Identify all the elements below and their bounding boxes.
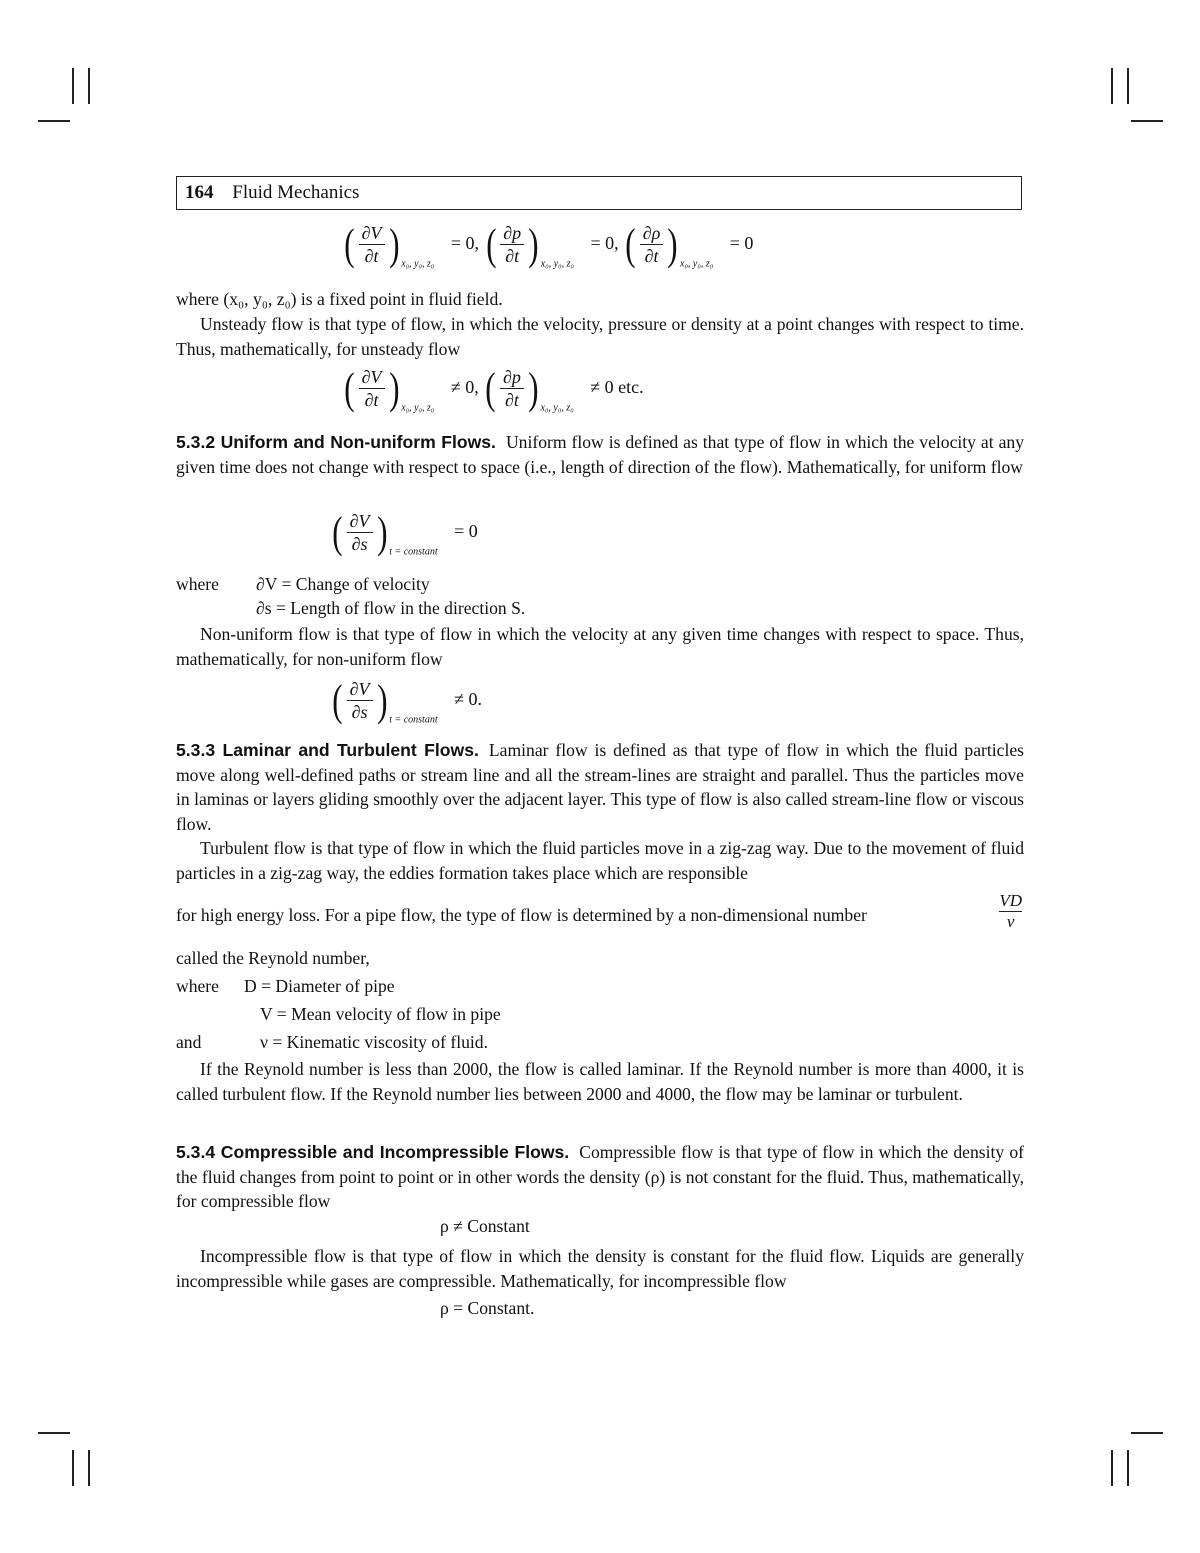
book-title: Fluid Mechanics (232, 182, 360, 203)
section-5-3-2 (176, 430, 1024, 479)
crop-mark (38, 1432, 70, 1434)
section-text: Laminar flow is defined as that type of flow in which the fluid particles move along well-defined paths or stream line and all the stream-lines are straight and parallel. Thus the particles move in laminas or layers gliding smoothly over the adjacent layer. This type of flow is also called stream-line flow or viscous flow. (176, 740, 1024, 834)
section-text: Uniform flow is defined as that type of flow in which the velocity at any given time does not change with respect to space (i.e., length of direction of the flow). Mathematically, for uniform flow (176, 432, 1024, 477)
crop-mark (72, 68, 74, 104)
equation-unsteady-flow: ( $\frac{\partial V}{\partial t}$ ) $_{x_0, y_0, z_0}$ ≠ 0, ( $\frac{\partial p}{\partial t}$ ) $_{x_0, y_0, z_0}$ ≠ 0 etc. (344, 363, 644, 414)
crop-mark (1131, 120, 1163, 122)
crop-mark (1111, 68, 1113, 104)
section-5-3-3 (176, 738, 1024, 836)
crop-mark (1127, 68, 1129, 104)
equation-compressible: ρ ≠ Constant (440, 1216, 530, 1236)
page-number: 164 (185, 182, 214, 203)
incompressible-paragraph: Incompressible flow is that type of flow in which the density is constant for the fluid flow. Liquids are generally incompressible while gases are compressible. Mathematically, for incompressible flow (176, 1246, 1024, 1291)
definition: ν = Kinematic viscosity of fluid. (260, 1032, 488, 1052)
definition: D = Diameter of pipe (244, 976, 395, 996)
where-label: where (176, 574, 219, 594)
crop-mark (72, 1450, 74, 1486)
equation-incompressible: ρ = Constant. (440, 1298, 535, 1318)
section-text: Compressible flow is that type of flow in which the density of the fluid changes from point to point or in other words the density (ρ) is not constant for the fluid. Thus, mathematically, for compressible flow (176, 1142, 1025, 1212)
section-5-3-4 (176, 1140, 1024, 1214)
section-heading: 5.3.2 Uniform and Non-uniform Flows. (176, 432, 496, 452)
and-label: and (176, 1032, 202, 1052)
reynolds-range-paragraph: If the Reynold number is less than 2000, the flow is called laminar. If the Reynold number is more than 4000, it is called turbulent flow. If the Reynold number lies between 2000 and 4000, the flow may be laminar or turbulent. (176, 1059, 1024, 1104)
crop-mark (1127, 1450, 1129, 1486)
crop-mark (88, 1450, 90, 1486)
section-heading: 5.3.3 Laminar and Turbulent Flows. (176, 740, 479, 760)
uniform-definitions (176, 572, 525, 620)
section-heading: 5.3.4 Compressible and Incompressible Flows. (176, 1142, 570, 1162)
unsteady-paragraph: Unsteady flow is that type of flow, in which the velocity, pressure or density at a point changes with respect to time. Thus, mathematically, for unsteady flow (176, 314, 1024, 359)
page-header (176, 176, 1022, 210)
nonuniform-paragraph: Non-uniform flow is that type of flow in which the velocity at any given time changes with respect to space. Thus, mathematically, for non-uniform flow (176, 624, 1024, 669)
crop-mark (1131, 1432, 1163, 1434)
high-energy-text: for high energy loss. For a pipe flow, the type of flow is determined by a non-dimensional number (176, 905, 867, 925)
definition: V = Mean velocity of flow in pipe (260, 1004, 501, 1024)
fixed-point-text: where (x₀, y₀, z₀) is a fixed point in fluid field. (176, 289, 503, 309)
definition: ∂s = Length of flow in the direction S. (256, 598, 526, 618)
equation-nonuniform-flow: ( $\frac{\partial V}{\partial s}$ ) $_{t = constant}$ ≠ 0. (332, 675, 483, 726)
definition: ∂V = Change of velocity (256, 574, 430, 594)
equation-uniform-flow: ( $\frac{\partial V}{\partial s}$ ) $_{t = constant}$ = 0 (332, 507, 478, 558)
reynolds-fraction: $\frac{VD}{\nu}$ (999, 891, 1022, 931)
turbulent-paragraph: Turbulent flow is that type of flow in which the fluid particles move in a zig-zag way. Due to the movement of fluid particles in a zig-zag way, the eddies formation takes place which are responsible (176, 838, 1024, 883)
reynolds-definitions (176, 972, 501, 1056)
reynold-text: called the Reynold number, (176, 948, 370, 968)
crop-mark (88, 68, 90, 104)
where-label: where (176, 976, 219, 996)
equation-steady-flow: ( $\frac{\partial V}{\partial t}$ ) $_{x_0, y_0, z_0}$ = 0, ( $\frac{\partial p}{\partial t}$ ) $_{x_0, y_0, z_0}$ = 0, ( $\frac{\partial\rho}{\partial t}$ ) $_{x_0, y_0, z_0}$ = 0 (344, 219, 754, 270)
crop-mark (38, 120, 70, 122)
crop-mark (1111, 1450, 1113, 1486)
